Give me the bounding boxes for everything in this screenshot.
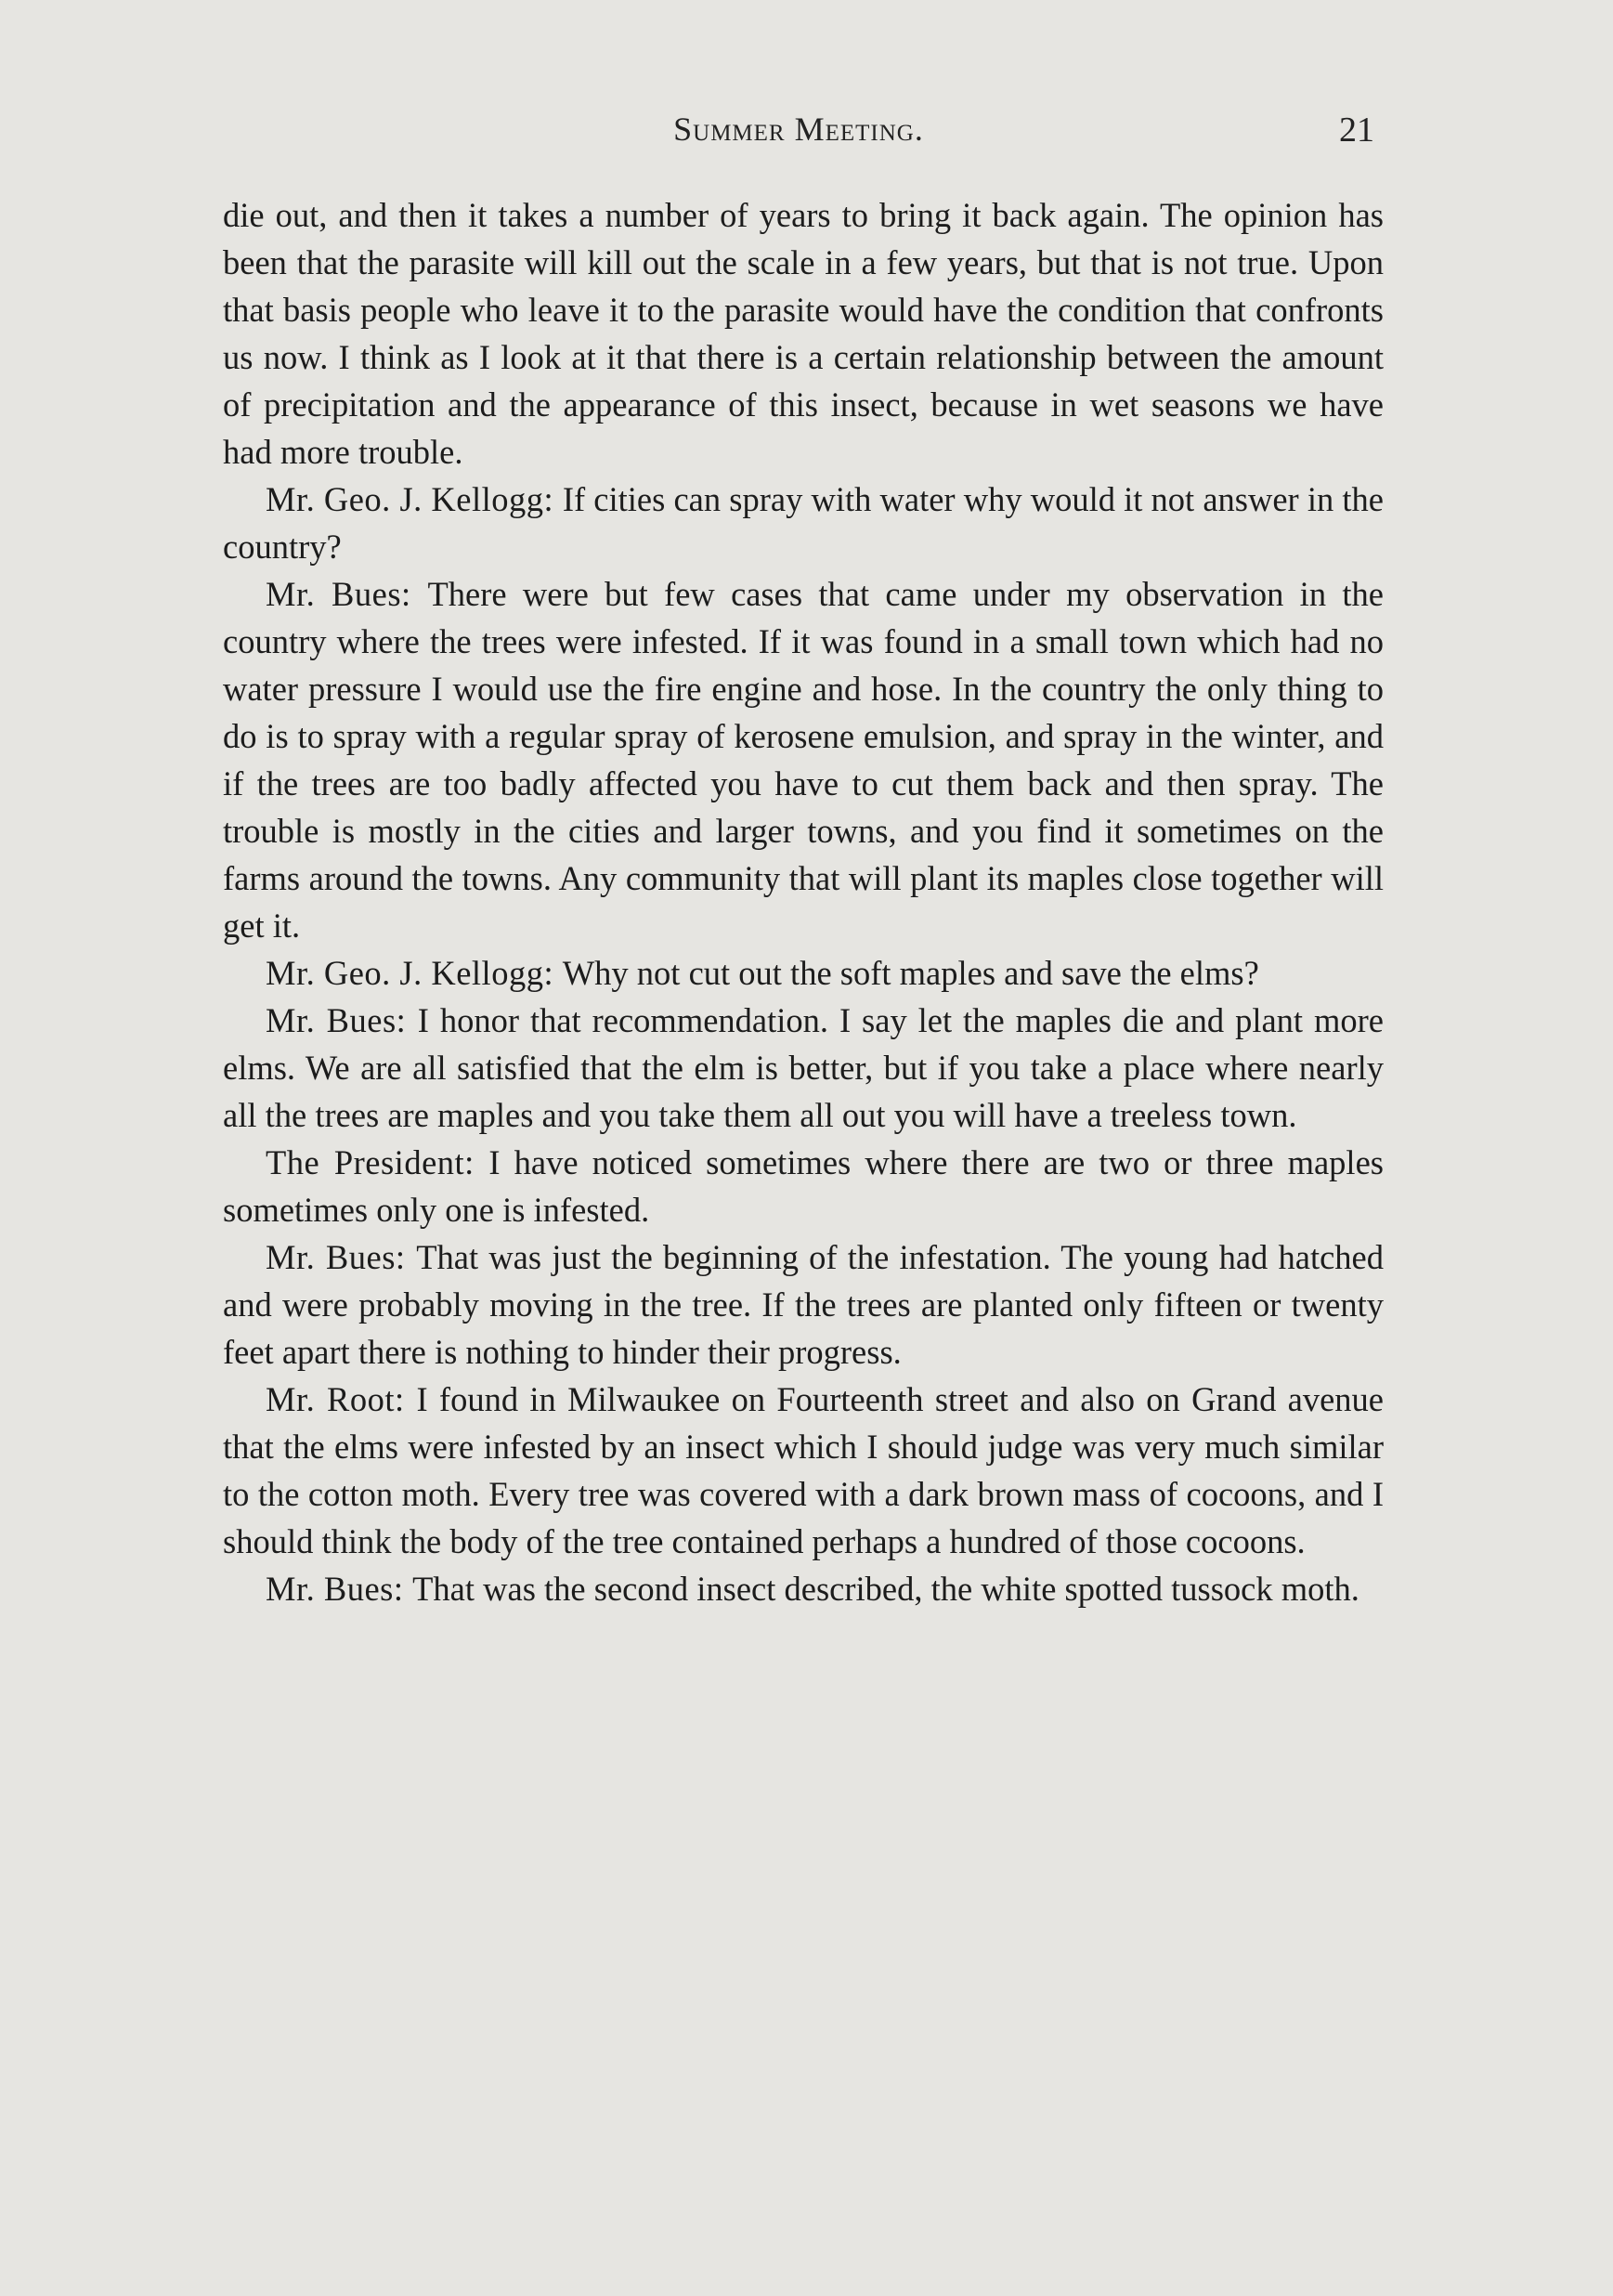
paragraph-text: Why not cut out the soft maples and save the elms? [562,954,1259,992]
paragraph-text: I found in Milwaukee on Fourteenth street and also on Grand avenue that the elms were infested by an insect which I should judge was very much similar to the cotton moth. Every tree was covered with a dark brown mass of cocoons, and I should think the body of the tree contained perhaps a hundred of those cocoons. [223,1380,1384,1560]
body-text [223,191,1384,1612]
paragraph-text: I have noticed sometimes where there are two or three maples sometimes only one is infested. [223,1143,1384,1229]
speaker-name: Mr. Bues : [266,1001,418,1039]
speaker-name: Mr. Bues : [266,1238,416,1276]
paragraph-text: That was just the beginning of the infestation. The young had hatched and were probably moving in the tree. If the trees are planted only fifteen or twenty feet apart there is nothing to hinder their progress. [223,1238,1384,1371]
dialogue-paragraph [223,570,1384,949]
dialogue-paragraph [223,997,1384,1139]
speaker-name: Mr. Bues : [266,1570,412,1608]
dialogue-paragraph [223,1565,1384,1612]
paragraph-text: I honor that recommendation. I say let the maples die and plant more elms. We are all satisfied that the elm is better, but if you take a place where nearly all the trees are maples and you take them all out you will have a treeless town. [223,1001,1384,1134]
dialogue-paragraph [223,1233,1384,1376]
speaker-name: Mr. Geo. J. Kellogg : [266,954,563,992]
speaker-name: Mr. Geo. J. Kellogg : [266,480,563,518]
running-title: Summer Meeting. [673,111,924,148]
dialogue-paragraph [223,1376,1384,1565]
dialogue-paragraph [223,476,1384,570]
paragraph-text: If cities can spray with water why would it not answer in the country? [223,480,1384,566]
running-header [223,110,1374,158]
paragraph-text: die out, and then it takes a number of years to bring it back again. The opinion has been that the parasite will kill out the scale in a few years, but that is not true. Upon that basis people who leave it to the parasite would have the condition that confronts us now. I think as I look at it that there is a certain relationship between the amount of precipitation and the appearance of this insect, because in wet seasons we have had more trouble. [223,196,1384,471]
paragraph-text: That was the second insect described, the white spotted tussock moth. [412,1570,1359,1608]
page-number: 21 [1339,111,1374,150]
speaker-name: Mr. Bues : [266,575,427,613]
speaker-name: The President : [266,1143,488,1181]
dialogue-paragraph [223,949,1384,997]
paragraph-continuation [223,191,1384,476]
speaker-name: Mr. Root : [266,1380,416,1418]
paragraph-text: There were but few cases that came under my observation in the country where the trees were infested. If it was found in a small town which had no water pressure I would use the fire engine and hose. In the country the only thing to do is to spray with a regular spray of kerosene emulsion, and spray in the winter, and if the trees are too badly affected you have to cut them back and then spray. The trouble is mostly in the cities and larger towns, and you find it sometimes on the farms around the towns. Any community that will plant its maples close together will get it. [223,575,1384,945]
dialogue-paragraph [223,1139,1384,1233]
